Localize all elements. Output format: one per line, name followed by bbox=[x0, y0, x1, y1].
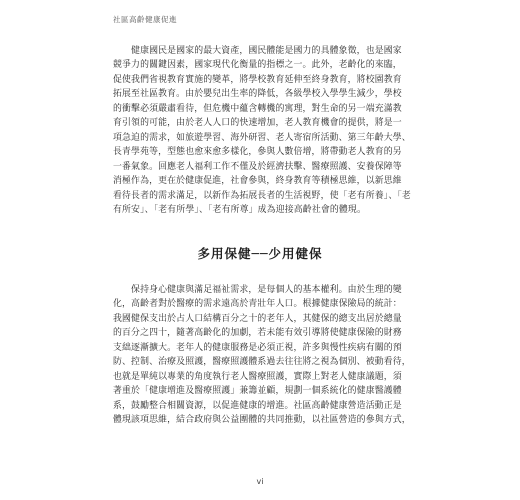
text-line: 化，高齡者對於醫療的需求遠高於青壯年人口。根據健康保險局的統計： bbox=[113, 299, 402, 310]
text-line: 著重於「健康增進及醫療照護」兼籌並顧，規劃一個系統化的健康醫護體 bbox=[113, 386, 402, 397]
section-paragraph bbox=[113, 283, 418, 428]
text-line: 體現該項思維，結合政府與公益團體的共同推動，以社區營造的參與方式， bbox=[113, 415, 411, 426]
text-line: 育引領的可能，由於老人人口的快速增加，老人教育機會的提供，將是一 bbox=[113, 118, 402, 129]
text-line: 支絀逐漸擴大。老年人的健康服務是必須正視，許多與慢性疾病有關的預 bbox=[113, 342, 402, 353]
text-line: 競爭力的關鍵因素，國家現代化衡量的指標之一。此外，老齡化的來臨， bbox=[113, 60, 402, 71]
text-line: 防、控制、治療及照護，醫療照護體系過去往往將之視為個別、被動看待， bbox=[113, 357, 411, 368]
text-line: 系，鼓勵整合相關資源，以促進健康的增進。社區高齡健康營造活動正是 bbox=[113, 400, 402, 411]
text-line: 健康國民是國家的最大資產，國民體能是國力的具體象徵，也是國家 bbox=[113, 46, 402, 56]
text-line: 保持身心健康與滿足福祉需求，是每個人的基本權利。由於生理的變 bbox=[113, 285, 402, 295]
text-line: 看待長者的需求滿足，以新作為拓展長者的生活視野，使「老有所養」、「老 bbox=[113, 190, 411, 201]
text-line: 長青學苑等，型態也愈來愈多樣化，參與人數倍增，將帶動老人教育的另 bbox=[113, 147, 402, 158]
text-line: 的衝擊必須嚴肅看待，但危機中蘊含轉機的寓理，對生命的另一端充滿教 bbox=[113, 103, 402, 114]
text-line: 拓展至社區教育。由於嬰兒出生率的降低，各級學校入學學生減少，學校 bbox=[113, 89, 402, 100]
text-line: 我國健保支出於占人口結構百分之十的老年人，其健保的總支出居於總量 bbox=[113, 313, 402, 324]
text-line: 項急迫的需求，如旅遊學習、海外研習、老人寄宿所活動、第三年齡大學、 bbox=[113, 132, 411, 143]
text-line: 有所安」、「老有所學」、「老有所尊」成為迎接高齡社會的體現。 bbox=[113, 204, 366, 215]
running-header: 社區高齡健康促進 bbox=[113, 15, 177, 24]
text-line: 消極作為，更在於健康促進，社會參與，終身教育等積極思維，以新思維 bbox=[113, 176, 402, 187]
page-number: vi bbox=[256, 477, 264, 486]
intro-paragraph bbox=[113, 44, 418, 217]
section-heading: 多用保健──少用健保 bbox=[197, 246, 323, 261]
text-line: 促使我們省視教育實施的變革，將學校教育延伸至終身教育，將校園教育 bbox=[113, 74, 402, 85]
text-line: 一番氣象。回應老人福利工作不僅及於經濟扶擊、醫療照護、安養保障等 bbox=[113, 161, 402, 172]
text-line: 的百分之四十，隨著高齡化的加劇，若未能有效引導將使健康保險的財務 bbox=[113, 328, 402, 339]
text-line: 也就是單純以專業的角度執行老人醫療照護，實際上對老人健康議題，須 bbox=[113, 371, 402, 382]
